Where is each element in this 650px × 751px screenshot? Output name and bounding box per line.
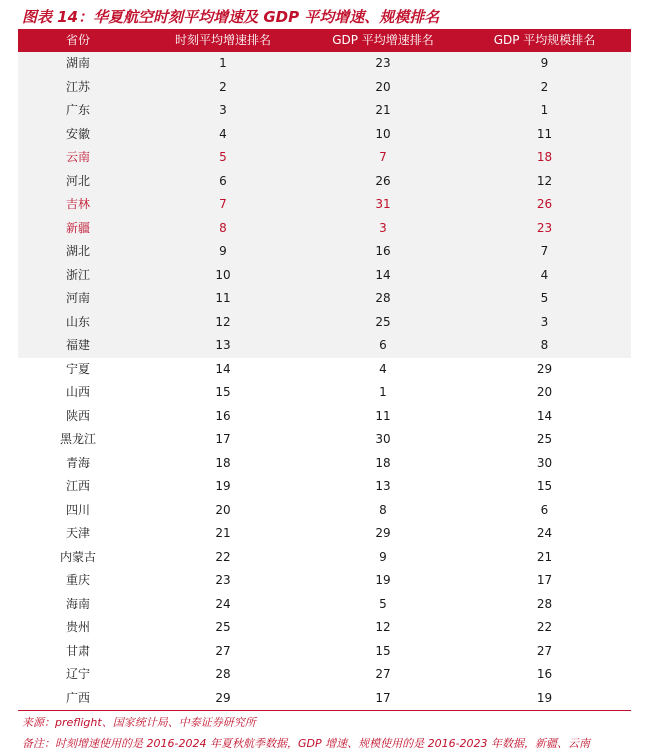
gdp-growth-rank-cell: 18 [375,455,391,470]
ranking-table [18,29,631,710]
gdp-growth-rank-cell: 10 [375,126,391,141]
slot-growth-rank-cell: 11 [215,291,231,305]
gdp-growth-rank-cell: 30 [375,432,391,446]
gdp-growth-rank-cell: 28 [375,291,391,305]
gdp-scale-rank-cell: 11 [536,126,553,141]
slot-growth-rank-cell: 23 [215,573,231,587]
slot-growth-rank-cell: 15 [215,385,231,399]
slot-growth-rank-cell: 12 [215,314,231,329]
gdp-scale-rank-cell: 21 [536,549,553,564]
gdp-scale-rank-cell: 9 [540,56,549,70]
table-row [18,358,631,382]
table-row [18,381,631,405]
table-row [18,428,631,452]
slot-growth-rank-cell: 13 [215,338,231,352]
province-cell: 江西 [65,479,90,493]
province-cell: 河北 [65,173,90,188]
gdp-growth-rank-cell: 6 [379,338,387,352]
gdp-scale-rank-cell: 2 [540,79,549,94]
table-row [18,123,631,147]
table-row [18,569,631,593]
province-cell: 辽宁 [65,667,90,681]
province-cell: 四川 [65,502,90,517]
province-cell: 江苏 [65,79,90,94]
gdp-growth-rank-cell: 1 [379,385,387,399]
table-row [18,52,631,76]
province-cell: 天津 [65,526,90,540]
gdp-growth-rank-cell: 26 [375,173,391,188]
province-cell: 浙江 [65,267,90,282]
table-row [18,522,631,546]
header-gdp-growth-rank: GDP 平均增速排名 [332,33,434,47]
table-row [18,640,631,664]
gdp-scale-rank-cell: 26 [536,197,553,211]
table-row [18,546,631,570]
table-row [18,663,631,687]
slot-growth-rank-cell: 18 [215,455,231,470]
slot-growth-rank-cell: 7 [219,197,227,211]
slot-growth-rank-cell: 19 [215,479,231,493]
footer-divider [18,710,631,711]
province-cell: 甘肃 [65,643,90,658]
gdp-scale-rank-cell: 5 [540,291,549,305]
province-cell: 重庆 [65,573,90,587]
province-cell: 山西 [65,385,90,399]
gdp-growth-rank-cell: 4 [379,361,387,376]
gdp-scale-rank-cell: 17 [536,573,553,587]
province-cell: 宁夏 [65,361,90,376]
slot-growth-rank-cell: 27 [215,643,231,658]
header-gdp-scale-rank: GDP 平均规模排名 [493,33,596,47]
table-row [18,405,631,429]
table-row [18,76,631,100]
gdp-growth-rank-cell: 16 [375,244,391,258]
gdp-scale-rank-cell: 22 [536,620,553,634]
gdp-scale-rank-cell: 8 [540,338,549,352]
slot-growth-rank-cell: 1 [219,56,227,70]
slot-growth-rank-cell: 6 [219,173,227,188]
gdp-growth-rank-cell: 7 [379,150,387,164]
gdp-growth-rank-cell: 9 [379,549,387,564]
gdp-growth-rank-cell: 12 [375,620,391,634]
gdp-scale-rank-cell: 25 [536,432,553,446]
gdp-growth-rank-cell: 31 [375,197,391,211]
table-row [18,593,631,617]
table-row [18,475,631,499]
gdp-growth-rank-cell: 11 [375,408,391,423]
table-row [18,287,631,311]
slot-growth-rank-cell: 25 [215,620,231,634]
gdp-scale-rank-cell: 6 [540,502,549,517]
province-cell: 陕西 [65,408,90,423]
province-cell: 河南 [65,291,90,305]
province-cell: 云南 [65,150,90,164]
province-cell: 新疆 [65,220,90,235]
table-row [18,616,631,640]
gdp-growth-rank-cell: 27 [375,667,391,681]
gdp-growth-rank-cell: 17 [375,690,391,705]
gdp-scale-rank-cell: 14 [536,408,553,423]
header-province: 省份 [65,33,90,47]
slot-growth-rank-cell: 16 [215,408,231,423]
remark-note: 备注：时刻增速使用的是 2016-2024 年夏秋航季数据，GDP 增速、规模使用的是 2016-2023 年数据，新疆、云南 [22,737,591,750]
gdp-scale-rank-cell: 29 [536,361,553,376]
gdp-growth-rank-cell: 20 [375,79,391,94]
gdp-scale-rank-cell: 30 [536,455,553,470]
gdp-scale-rank-cell: 19 [536,690,553,705]
slot-growth-rank-cell: 28 [215,667,231,681]
slot-growth-rank-cell: 20 [215,502,231,517]
gdp-growth-rank-cell: 29 [375,526,391,540]
gdp-growth-rank-cell: 8 [379,502,387,517]
slot-growth-rank-cell: 10 [215,267,231,282]
slot-growth-rank-cell: 2 [219,79,227,94]
slot-growth-rank-cell: 22 [215,549,231,564]
source-note: 来源：preflight、国家统计局、中泰证券研究所 [22,716,256,729]
province-cell: 福建 [65,338,90,352]
province-cell: 贵州 [65,620,90,634]
gdp-scale-rank-cell: 27 [536,643,553,658]
gdp-scale-rank-cell: 15 [536,479,553,493]
slot-growth-rank-cell: 4 [219,126,227,141]
province-cell: 内蒙古 [59,549,96,564]
slot-growth-rank-cell: 8 [219,220,227,235]
gdp-scale-rank-cell: 20 [536,385,553,399]
gdp-scale-rank-cell: 16 [536,667,553,681]
province-cell: 安徽 [65,126,90,141]
table-row [18,264,631,288]
slot-growth-rank-cell: 29 [215,690,231,705]
slot-growth-rank-cell: 3 [219,103,227,117]
table-row [18,452,631,476]
table-row [18,99,631,123]
gdp-scale-rank-cell: 7 [540,244,549,258]
table-row [18,499,631,523]
gdp-growth-rank-cell: 14 [375,267,391,282]
slot-growth-rank-cell: 21 [215,526,231,540]
slot-growth-rank-cell: 14 [215,361,231,376]
gdp-growth-rank-cell: 23 [375,56,391,70]
province-cell: 湖北 [65,244,90,258]
table-row [18,687,631,711]
table-row [18,334,631,358]
slot-growth-rank-cell: 9 [219,244,227,258]
figure-title: 图表 14：华夏航空时刻平均增速及 GDP 平均增速、规模排名 [22,8,440,26]
slot-growth-rank-cell: 17 [215,432,231,446]
header-slot-growth-rank: 时刻平均增速排名 [174,33,271,47]
table-row [18,170,631,194]
table-body [18,52,631,710]
table-row [18,240,631,264]
province-cell: 湖南 [65,56,90,70]
table-row [18,217,631,241]
gdp-scale-rank-cell: 24 [536,526,553,540]
province-cell: 青海 [65,455,90,470]
gdp-scale-rank-cell: 4 [540,267,549,282]
gdp-scale-rank-cell: 1 [540,103,549,117]
province-cell: 山东 [65,314,90,329]
province-cell: 广西 [65,690,90,705]
table-row [18,146,631,170]
gdp-scale-rank-cell: 28 [536,596,553,611]
gdp-growth-rank-cell: 19 [375,573,391,587]
gdp-scale-rank-cell: 12 [536,173,553,188]
table-header [18,29,631,52]
province-cell: 黑龙江 [59,432,96,446]
province-cell: 吉林 [65,197,90,211]
gdp-growth-rank-cell: 15 [375,643,391,658]
gdp-scale-rank-cell: 18 [536,150,553,164]
province-cell: 海南 [65,596,90,611]
slot-growth-rank-cell: 24 [215,596,231,611]
gdp-scale-rank-cell: 3 [540,314,549,329]
gdp-growth-rank-cell: 21 [375,103,391,117]
gdp-scale-rank-cell: 23 [536,220,553,235]
gdp-growth-rank-cell: 5 [379,596,387,611]
gdp-growth-rank-cell: 3 [379,220,387,235]
table-row [18,193,631,217]
gdp-growth-rank-cell: 13 [375,479,391,493]
table-row [18,311,631,335]
province-cell: 广东 [65,103,90,117]
gdp-growth-rank-cell: 25 [375,314,391,329]
slot-growth-rank-cell: 5 [219,150,227,164]
